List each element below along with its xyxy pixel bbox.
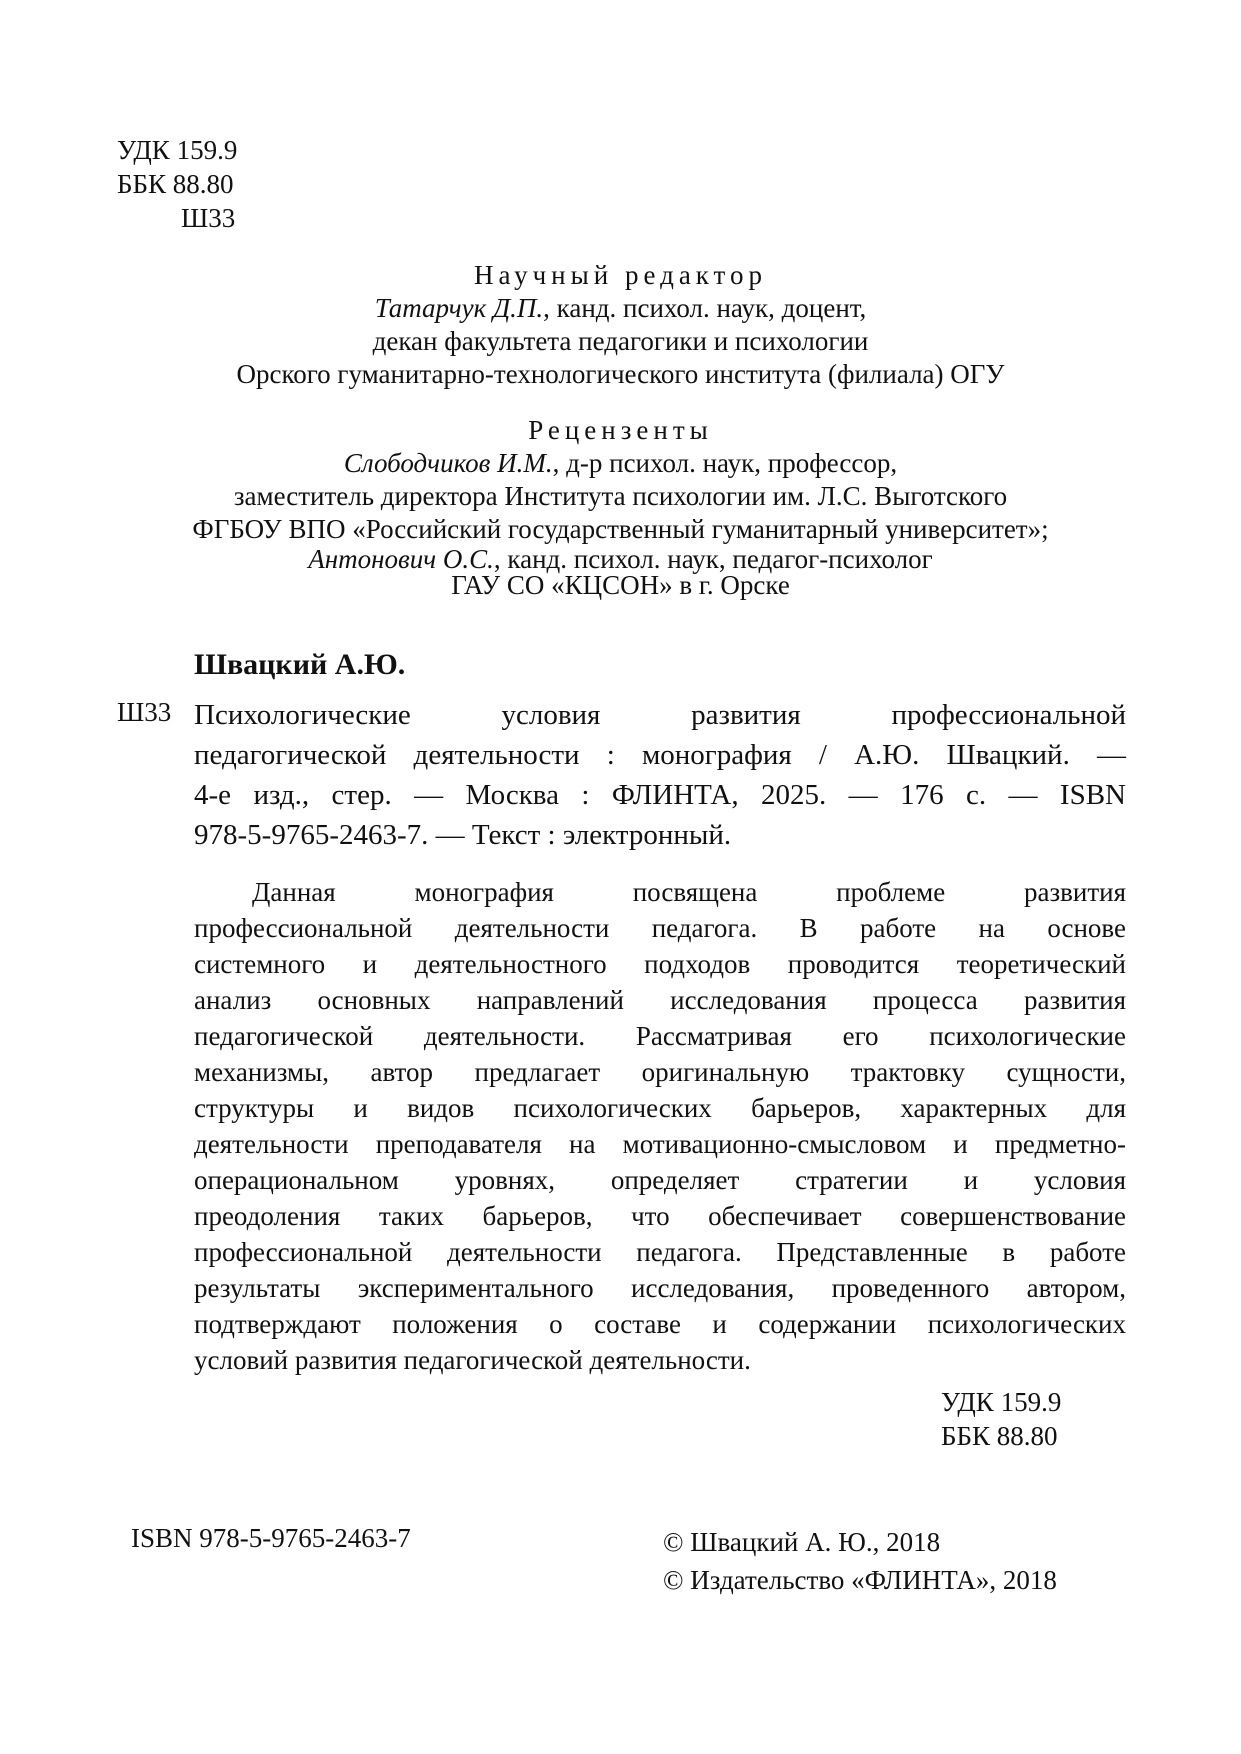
editor-line-2: декан факультета педагогики и психологии: [372, 326, 869, 356]
editor-name: Татарчук Д.П.: [374, 293, 544, 323]
reviewers-heading: Рецензенты: [528, 415, 713, 445]
abstract-line: операциональном уровнях, определяет стратегии и условия: [194, 1165, 1126, 1195]
biblio-line: 4-е изд., стер. — Москва : ФЛИНТА, 2025. — 176 с. — ISBN: [194, 779, 1126, 811]
udk-code: УДК 159.9: [117, 135, 238, 165]
editor-heading: Научный редактор: [473, 260, 768, 290]
biblio-line: 978-5-9765-2463-7. — Текст : электронный.: [194, 819, 732, 851]
reviewer1-line-3: ФГБОУ ВПО «Российский государственный гуманитарный университет»;: [192, 514, 1049, 544]
bbk-code: ББК 88.80: [117, 169, 234, 199]
reviewer2-line-1: [0, 546, 1241, 572]
isbn: ISBN 978-5-9765-2463-7: [131, 1523, 411, 1553]
scientific-editor-block: [0, 259, 1241, 391]
reviewer2-credentials: , канд. психол. наук, педагог-психолог: [493, 544, 933, 574]
reviewer1-name: Слободчиков И.М.: [343, 448, 553, 478]
abstract-line: системного и деятельностного подходов проводится теоретический: [194, 949, 1126, 979]
classification-codes-top: [117, 133, 237, 235]
copyright-publisher: © Издательство «ФЛИНТА», 2018: [663, 1565, 1057, 1595]
abstract-line: профессиональной деятельности педагога. Представленные в работе: [194, 1237, 1126, 1267]
copyright-author: © Швацкий А. Ю., 2018: [663, 1527, 941, 1557]
abstract-line: Данная монография посвящена проблеме развития: [252, 877, 1126, 907]
abstract-line: профессиональной деятельности педагога. В работе на основе: [194, 913, 1126, 943]
reviewers-block: [0, 414, 1241, 598]
abstract-line: условий развития педагогической деятельности.: [194, 1345, 751, 1375]
abstract-line: преодоления таких барьеров, что обеспечивает совершенствование: [194, 1201, 1126, 1231]
abstract-line: анализ основных направлений исследования процесса развития: [194, 985, 1126, 1015]
copyright-block: [663, 1523, 1057, 1599]
reviewer2-line-2: ГАУ СО «КЦСОН» в г. Орске: [451, 570, 790, 600]
reviewer2-name: Антонович О.С.: [308, 544, 494, 574]
udk-code-bottom: УДК 159.9: [941, 1387, 1062, 1417]
abstract-line: структуры и видов психологических барьеров, характерных для: [194, 1093, 1126, 1123]
biblio-line: педагогической деятельности : монография / А.Ю. Швацкий. —: [194, 739, 1126, 771]
biblio-line: Психологические условия развития профессиональной: [194, 699, 1126, 731]
author-sign: Ш33: [181, 203, 236, 233]
editor-line-1: [0, 292, 1241, 325]
abstract-line: подтверждают положения о составе и содержании психологических: [194, 1309, 1126, 1339]
bibliographic-description: [194, 695, 1126, 855]
card-code: Ш33: [117, 697, 172, 727]
abstract-line: педагогической деятельности. Рассматривая его психологические: [194, 1021, 1126, 1051]
abstract-line: результаты экспериментального исследования, проведенного автором,: [194, 1273, 1126, 1303]
abstract: [194, 874, 1126, 1378]
editor-line-3: Орского гуманитарно-технологического института (филиала) ОГУ: [236, 359, 1005, 389]
reviewer1-credentials: , д-р психол. наук, профессор,: [552, 448, 898, 478]
classification-codes-bottom: [941, 1385, 1061, 1453]
abstract-line: механизмы, автор предлагает оригинальную трактовку сущности,: [194, 1057, 1126, 1087]
abstract-line: деятельности преподавателя на мотивационно-смысловом и предметно-: [194, 1129, 1126, 1159]
bbk-code-bottom: ББК 88.80: [941, 1421, 1058, 1451]
author-heading: Швацкий А.Ю.: [194, 648, 406, 681]
reviewer1-line-1: [0, 447, 1241, 480]
reviewer1-line-2: заместитель директора Института психологии им. Л.С. Выготского: [233, 481, 1008, 511]
editor-credentials: , канд. психол. наук, доцент,: [543, 293, 867, 323]
